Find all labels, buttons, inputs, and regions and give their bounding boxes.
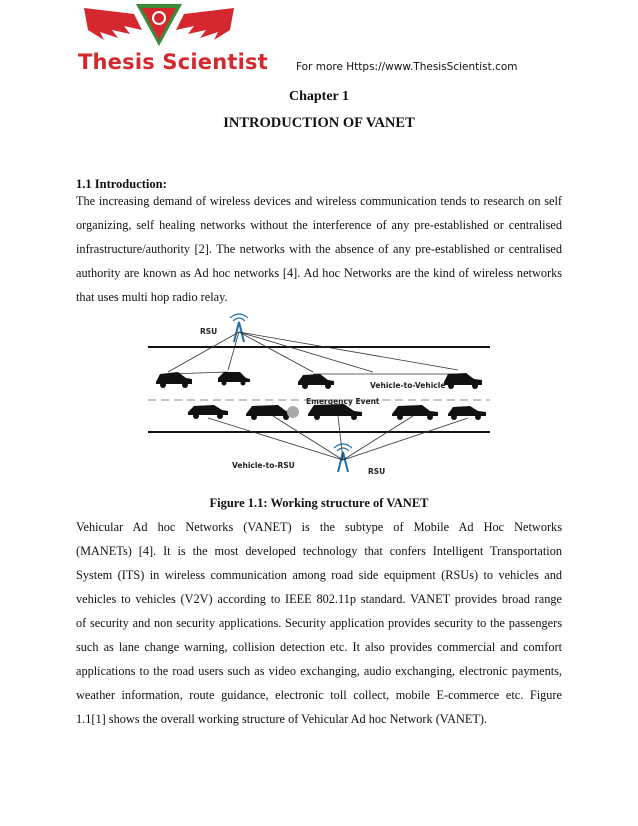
paragraph-line: (MANETs) [4]. It is the most developed technology that confers Intelligent Transportation (76, 544, 562, 558)
intro-paragraph (76, 189, 562, 309)
paragraph-line: 1.1[1] shows the overall working structure of Vehicular Ad hoc Network (VANET). (76, 712, 488, 726)
car-icon (188, 405, 228, 419)
connection-lines (168, 332, 468, 460)
vanet-paragraph (76, 515, 562, 731)
car-icon (218, 372, 250, 386)
emergency-label: Emergency Event (306, 397, 380, 406)
v2v-label: Vehicle-to-Vehicle (370, 381, 446, 390)
paragraph-line: organizing, self healing networks without the interference of any pre-established or centralised (76, 218, 562, 232)
rsu-tower-icon (230, 314, 248, 342)
paragraph-line: authority are known as Ad hoc networks [4]. Ad hoc Networks are the kind of wireless networks (76, 266, 562, 280)
vanet-figure (148, 312, 490, 478)
car-icon (308, 404, 362, 420)
paragraph-line: such as lane change warning, collision detection etc. It also provides commercial and comfort (76, 640, 562, 654)
figure-caption: Figure 1.1: Working structure of VANET (209, 496, 429, 510)
paragraph-line: that uses multi hop radio relay. (76, 290, 228, 304)
paragraph-line: of security and non security applications. Security application provides security to the passengers (76, 616, 562, 630)
winged-shield-icon (64, 0, 254, 52)
car-icon (444, 373, 482, 389)
emergency-event-icon (287, 406, 299, 418)
car-icon (392, 405, 438, 420)
car-icon (298, 374, 334, 389)
paragraph-line: infrastructure/authority [2]. The networks with the absence of any pre-established or centralised (76, 242, 562, 256)
paragraph-line: Vehicular Ad hoc Networks (VANET) is the subtype of Mobile Ad Hoc Networks (76, 520, 562, 534)
paragraph-line: weather information, route guidance, electronic toll collect, mobile E-commerce etc. Figure (76, 688, 562, 702)
paragraph-line: applications to the road users such as video exchanging, audio exchanging, electronic payments, (76, 664, 562, 678)
paragraph-line: vehicles to vehicles (V2V) according to IEEE 802.11p standard. VANET provides broad range (76, 592, 562, 606)
header-link[interactable]: For more Https://www.ThesisScientist.com (296, 61, 518, 73)
chapter-title: INTRODUCTION OF VANET (223, 115, 415, 131)
paragraph-line: The increasing demand of wireless devices and wireless communication tends to research on self (76, 194, 562, 208)
brand-name: Thesis Scientist (78, 50, 268, 74)
car-icon (448, 406, 486, 420)
v2rsu-label: Vehicle-to-RSU (232, 461, 295, 470)
car-icon (156, 372, 192, 388)
brand-logo (64, 0, 268, 80)
paragraph-line: System (ITS) in wireless communication among road side equipment (RSUs) to vehicles and (76, 568, 562, 582)
chapter-number: Chapter 1 (288, 89, 350, 104)
rsu-bottom-label: RSU (368, 467, 386, 476)
section-heading: 1.1 Introduction: (76, 177, 167, 191)
car-icon (246, 405, 294, 420)
rsu-top-label: RSU (200, 327, 218, 336)
